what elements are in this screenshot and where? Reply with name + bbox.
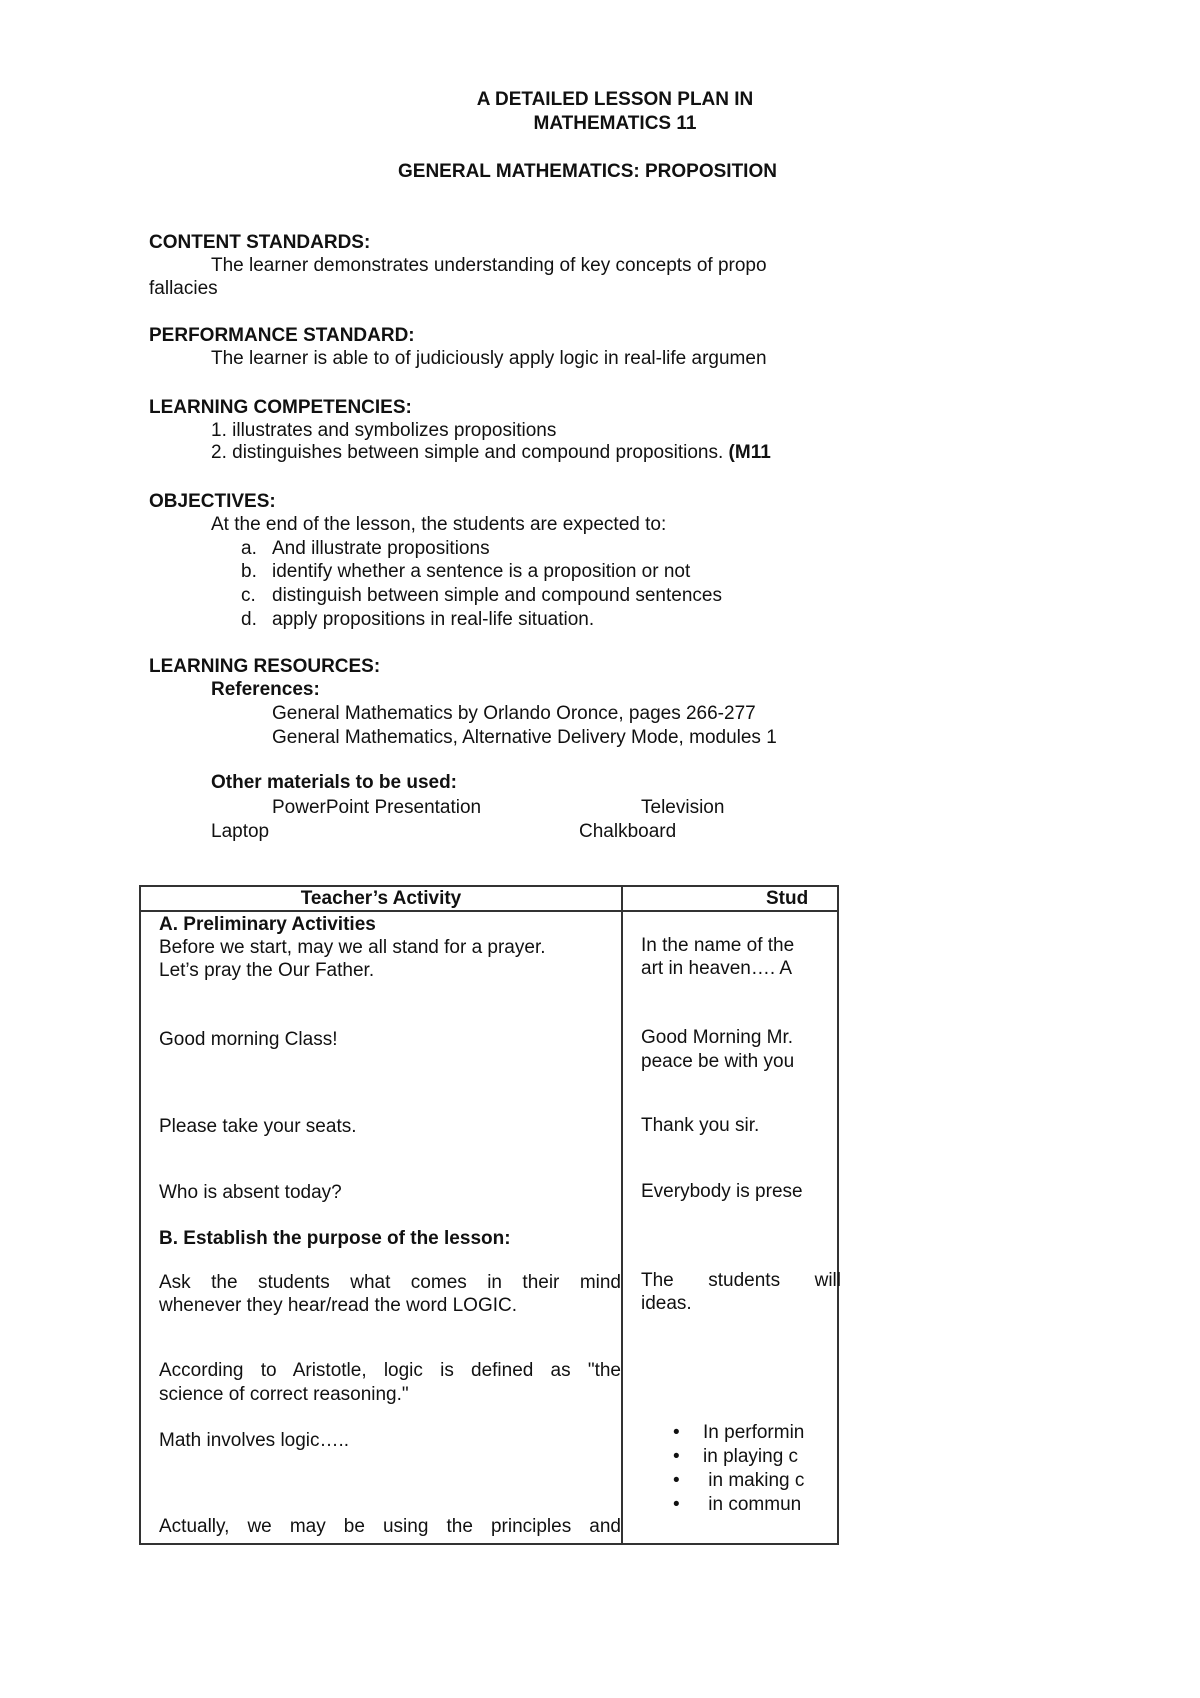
reference-1: General Mathematics by Orlando Oronce, pages 266-277 [272,703,756,724]
competency-item-2 [211,441,771,464]
objective-letter-a: a. [241,538,257,559]
student-bullet-1 [673,1421,804,1444]
teacher-attendance: Who is absent today? [159,1182,342,1203]
content-standards-heading: CONTENT STANDARDS: [149,232,371,253]
student-bullet-4-text: in commun [703,1494,802,1515]
material-television: Television [641,797,725,818]
student-ideas-line-1: The students will [641,1270,841,1291]
learning-resources-heading: LEARNING RESOURCES: [149,656,381,677]
student-attendance: Everybody is prese [641,1181,803,1202]
bullet-icon: • [673,1446,680,1467]
student-bullet-1-text: In performin [703,1422,805,1443]
bullet-icon: • [673,1494,680,1515]
student-prayer-line-1: In the name of the [641,935,795,956]
student-greeting-line-2: peace be with you [641,1051,795,1072]
competency-item-2-text: 2. distinguishes between simple and compound propositions. [211,442,729,463]
objective-item-a: And illustrate propositions [272,538,490,559]
teacher-aristotle-line-1: According to Aristotle, logic is defined as "the [159,1360,621,1381]
student-bullet-3-text: in making c [703,1470,805,1491]
references-heading: References: [211,679,320,700]
title-line-1: A DETAILED LESSON PLAN IN [476,89,754,110]
student-prayer-line-2: art in heaven…. A [641,958,793,979]
objective-letter-c: c. [241,585,256,606]
teacher-greeting: Good morning Class! [159,1029,338,1050]
student-bullet-2-text: in playing c [703,1446,799,1467]
subtitle: GENERAL MATHEMATICS: PROPOSITION [398,161,777,182]
other-materials-heading: Other materials to be used: [211,772,458,793]
teacher-ask-line-2: whenever they hear/read the word LOGIC. [159,1295,518,1316]
teacher-take-seats: Please take your seats. [159,1116,357,1137]
content-standards-text-2: fallacies [149,278,218,299]
teacher-ask-line-1: Ask the students what comes in their mind [159,1272,621,1293]
performance-standard-text: The learner is able to of judiciously apply logic in real-life argumen [211,348,767,369]
performance-standard-heading: PERFORMANCE STANDARD: [149,325,415,346]
objective-letter-b: b. [241,561,257,582]
teacher-prayer-line-1: Before we start, may we all stand for a prayer. [159,937,546,958]
section-b-heading: B. Establish the purpose of the lesson: [159,1228,511,1249]
objective-item-d: apply propositions in real-life situation. [272,609,595,630]
table-header-divider [139,910,839,912]
content-standards-text: The learner demonstrates understanding of key concepts of propo [211,255,767,276]
student-bullet-4 [673,1493,801,1516]
student-greeting-line-1: Good Morning Mr. [641,1027,794,1048]
table-column-divider [621,885,623,1545]
student-bullet-3 [673,1469,804,1492]
teacher-activity-header: Teacher’s Activity [300,888,462,909]
objective-letter-d: d. [241,609,257,630]
student-bullet-2 [673,1445,798,1468]
title-line-2: MATHEMATICS 11 [533,113,697,134]
student-thank-you: Thank you sir. [641,1115,760,1136]
objectives-heading: OBJECTIVES: [149,491,276,512]
teacher-actually: Actually, we may be using the principles and [159,1516,621,1537]
material-powerpoint: PowerPoint Presentation [272,797,482,818]
competency-item-1: 1. illustrates and symbolizes propositions [211,420,557,441]
competency-code: (M11 [728,442,771,463]
teacher-aristotle-line-2: science of correct reasoning." [159,1384,409,1405]
student-ideas-line-2: ideas. [641,1293,692,1314]
teacher-prayer-line-2: Let’s pray the Our Father. [159,960,375,981]
material-chalkboard: Chalkboard [579,821,677,842]
bullet-icon: • [673,1470,680,1491]
learning-competencies-heading: LEARNING COMPETENCIES: [149,397,412,418]
reference-2: General Mathematics, Alternative Delivery Mode, modules 1 [272,727,777,748]
objectives-intro: At the end of the lesson, the students are expected to: [211,514,667,535]
objective-item-b: identify whether a sentence is a proposition or not [272,561,691,582]
teacher-math-logic: Math involves logic….. [159,1430,350,1451]
objective-item-c: distinguish between simple and compound sentences [272,585,722,606]
material-laptop: Laptop [211,821,270,842]
bullet-icon: • [673,1422,680,1443]
student-activity-header: Stud [766,888,809,909]
section-a-heading: A. Preliminary Activities [159,914,376,935]
